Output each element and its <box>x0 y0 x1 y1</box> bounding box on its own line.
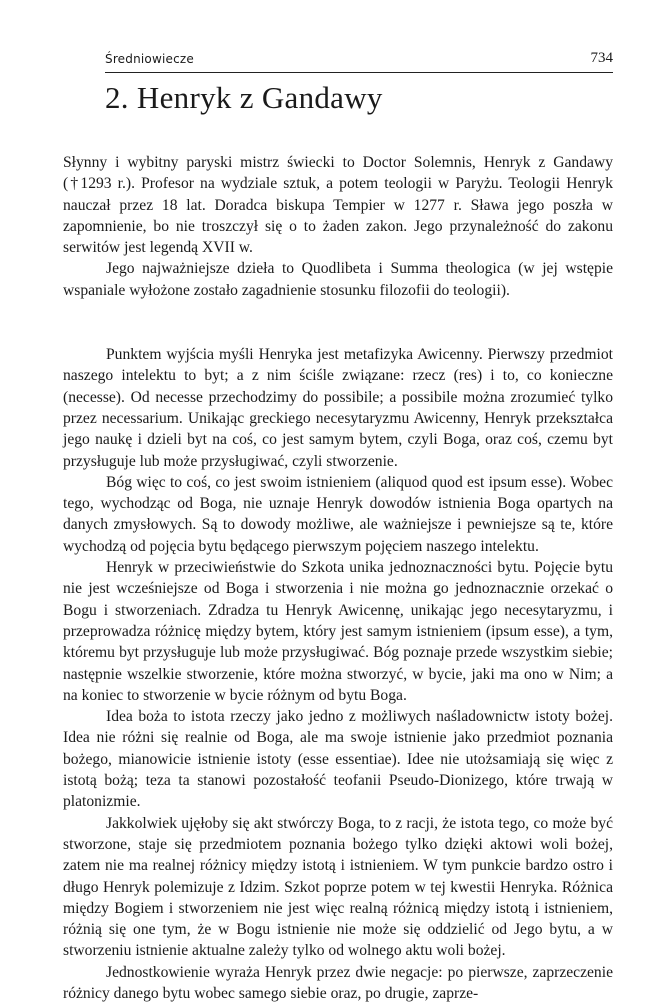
paragraph-divine-idea: Idea boża to istota rzeczy jako jedno z możliwych naśladownictw istoty bożej. Idea nie różni się realnie od Boga, ale ma swoje istnienie jako przedmiot poznania bożego, mianowicie istnienie istoty (esse essentiae). Idee nie utożsamiają się więc z istotą bożą; teza ta stanowi pozostałość teofanii Pseudo-Dionizego, które trwają w platonizmie. <box>63 708 613 811</box>
paragraph-creation: Jakkolwiek ujęłoby się akt stwórczy Boga, to z racji, że istota tego, co może być stworzone, staje się przedmiotem poznania bożego tylko dzięki aktowi woli bożej, zatem nie ma realnej różnicy między istotą i istnieniem. W tym punkcie bardzo ostro i długo Henryk polemizuje z Idzim. Szkot poprze potem w tej kwestii Henryka. Różnica między Bogiem i stworzeniem nie jest więc realną różnicą między istotą i istnieniem, różnią się one tym, że w Bogu istnienie nie może się oddzielić od Jego bytu, a w stworzeniu istnienie aktualne zależy tylko od wolnego aktu woli bożej. <box>63 814 613 960</box>
running-head: Średniowiecze <box>105 52 194 66</box>
page-header <box>105 50 613 73</box>
paragraph-god: Bóg więc to coś, co jest swoim istnieniem (aliquod quod est ipsum esse). Wobec tego, wychodząc od Boga, nie uznaje Henryk dowodów istnienia Boga opartych na danych zmysłowych. Są to dowody możliwe, ale ważniejsze i pewniejsze są te, które wychodzą od pojęcia bytu będącego pierwszym pojęciem naszego intelektu. <box>63 473 613 555</box>
page-number: 734 <box>590 50 613 66</box>
chapter-title: 2. Henryk z Gandawy <box>105 80 383 115</box>
paragraph-univocity: Henryk w przeciwieństwie do Szkota unika jednoznaczności bytu. Pojęcie bytu nie jest wcześniejsze od Boga i stworzenia i nie można go jednoznacznie orzekać o Bogu i stworzeniach. Zdradza tu Henryk Awicennę, unikając jego necesytaryzmu, i przeprowadza różnicę między bytem, który jest samym istnieniem (ipsum esse), a tym, któremu byt przysługuje lub może przysługiwać. Bóg poznaje przede wszystkim siebie; następnie wszelkie stworzenie, które można stworzyć, w bycie, jaki ma ono w Nim; a na koniec to stworzenie w bycie różnym od bytu Boga. <box>63 559 613 704</box>
paragraph-individuation: Jednostkowienie wyraża Henryk przez dwie negacje: po pierwsze, zaprzeczenie różnicy danego bytu wobec samego siebie oraz, po drugie, zaprze- <box>63 963 613 1002</box>
body-text <box>63 152 613 1004</box>
paragraph-works: Jego najważniejsze dzieła to Quodlibeta i Summa theologica (w jej wstępie wspaniale wyłożone zostało zagadnienie stosunku filozofii do teologii). <box>63 260 613 299</box>
paragraph-metaphysics: Punktem wyjścia myśli Henryka jest metafizyka Awicenny. Pierwszy przedmiot naszego intelektu to byt; a z nim ściśle związane: rzecz (res) i to, co konieczne (necesse). Od necesse przechodzimy do possibile; a possibile można zrozumieć tylko przez necessarium. Unikając greckiego necesytaryzmu Awicenny, Henryk przekształca jego naukę i dzieli byt na coś, co jest samym bytem, czyli Boga, oraz coś, czemu byt przysługuje lub może przysługiwać, czyli stworzenie. <box>63 346 613 470</box>
paragraph-intro: Słynny i wybitny paryski mistrz świecki to Doctor Solemnis, Henryk z Gandawy (†1293 r.). Profesor na wydziale sztuk, a potem teologii w Paryżu. Teologii Henryk nauczał przez 18 lat. Doradca biskupa Tempier w 1277 r. Sława jego poszła w zapomnienie, bo nie troszczył się o to żaden zakon. Jego przynależność do zakonu serwitów jest legendą XVII w. <box>63 154 613 257</box>
